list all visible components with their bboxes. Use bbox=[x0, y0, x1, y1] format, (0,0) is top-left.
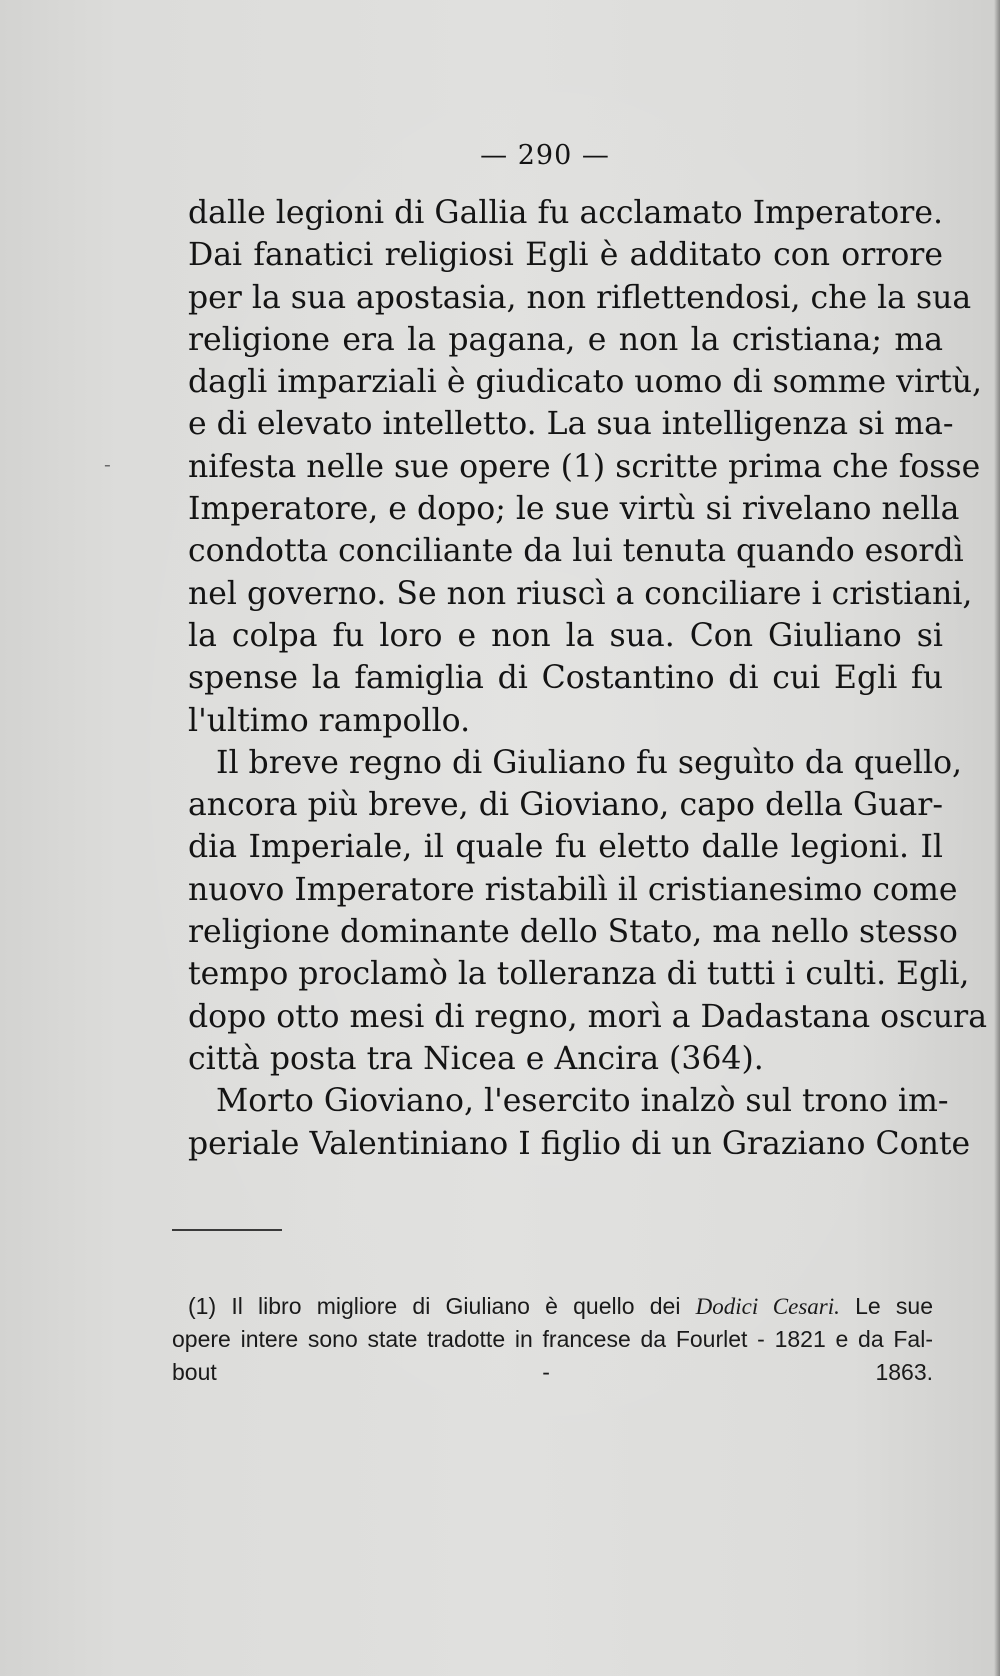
footnote-line: bout - 1863. bbox=[172, 1359, 933, 1385]
page-edge-shadow bbox=[994, 0, 1000, 1676]
text-line: Il breve regno di Giuliano fu seguìto da quello, bbox=[216, 744, 963, 781]
body-text bbox=[188, 192, 988, 1165]
margin-mark: - bbox=[104, 452, 111, 476]
text-line: città posta tra Nicea e Ancira (364). bbox=[188, 1040, 764, 1077]
footnote-line: opere intere sono state tradotte in francese da Fourlet - 1821 e da Fal- bbox=[172, 1326, 933, 1352]
text-line: per la sua apostasia, non riflettendosi, che la sua bbox=[188, 279, 972, 316]
footnote-text: Le sue bbox=[839, 1293, 933, 1319]
text-line: nel governo. Se non riuscì a conciliare i cristiani, bbox=[188, 575, 973, 612]
text-line: Morto Gioviano, l'esercito inalzò sul trono im- bbox=[216, 1083, 949, 1120]
text-line: periale Valentiniano I figlio di un Graziano Conte bbox=[188, 1125, 971, 1162]
page-number: — 290 — bbox=[480, 140, 610, 171]
footnote-book-title: Dodici Cesari. bbox=[695, 1294, 840, 1319]
footnote bbox=[172, 1290, 933, 1389]
footnote-text: (1) Il libro migliore di Giuliano è quello dei bbox=[188, 1293, 696, 1319]
text-line: dopo otto mesi di regno, morì a Dadastana oscura bbox=[188, 998, 988, 1035]
text-line: tempo proclamò la tolleranza di tutti i culti. Egli, bbox=[188, 956, 970, 993]
text-line: spense la famiglia di Costantino di cui Egli fu bbox=[188, 660, 943, 697]
text-line: ancora più breve, di Gioviano, capo della Guar- bbox=[188, 787, 943, 824]
text-line: religione era la pagana, e non la cristiana; ma bbox=[188, 321, 943, 358]
text-line: Imperatore, e dopo; le sue virtù si rivelano nella bbox=[188, 491, 960, 528]
text-line: dagli imparziali è giudicato uomo di somme virtù, bbox=[188, 364, 983, 401]
text-line: dalle legioni di Gallia fu acclamato Imperatore. bbox=[188, 195, 943, 231]
text-line: nuovo Imperatore ristabilì il cristianesimo come bbox=[188, 871, 958, 908]
text-line: e di elevato intelletto. La sua intelligenza si ma- bbox=[188, 406, 954, 443]
text-line: nifesta nelle sue opere (1) scritte prima che fosse bbox=[188, 448, 981, 485]
text-line: la colpa fu loro e non la sua. Con Giuliano si bbox=[188, 617, 943, 654]
text-line: l'ultimo rampollo. bbox=[188, 702, 471, 739]
text-line: condotta conciliante da lui tenuta quando esordì bbox=[188, 533, 964, 570]
text-line: religione dominante dello Stato, ma nello stesso bbox=[188, 914, 958, 951]
text-line: Dai fanatici religiosi Egli è additato con orrore bbox=[188, 237, 943, 274]
text-line: dia Imperiale, il quale fu eletto dalle legioni. Il bbox=[188, 829, 943, 866]
footnote-line bbox=[172, 1290, 933, 1323]
footnote-divider bbox=[172, 1229, 282, 1231]
